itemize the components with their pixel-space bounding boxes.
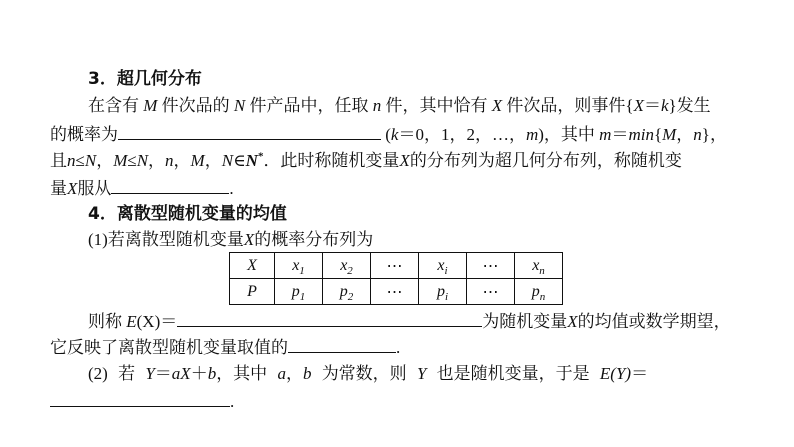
table-row (230, 279, 563, 305)
section-number: 4 (88, 204, 100, 224)
table-row (230, 253, 563, 279)
table-cell: X (230, 253, 275, 279)
answer-blank[interactable] (288, 336, 396, 353)
paragraph-line: 则称 E(X)＝ 为随机变量X的均值或数学期望， (88, 312, 731, 331)
section-4-heading: 4．离散型随机变量的均值 (88, 204, 287, 224)
table-cell: ⋯ (371, 253, 419, 279)
table-cell: $p_1$ (275, 279, 323, 305)
table-cell: ⋯ (371, 279, 419, 305)
table-cell: ⋯ (467, 279, 515, 305)
table-cell: $x_n$ (515, 253, 563, 279)
table-cell: $p_i$ (419, 279, 467, 305)
distribution-table (229, 252, 563, 305)
paragraph-line: (2) 若 Y＝aX＋b，其中 a，b 为常数，则 Y 也是随机变量，于是 E(Y)＝ (88, 364, 649, 383)
answer-blank[interactable] (50, 390, 230, 407)
paragraph-line: (1)若离散型随机变量X的概率分布列为 (88, 230, 374, 249)
section-title: 离散型随机变量的均值 (116, 204, 287, 224)
paragraph-line: 在含有 M 件次品的 N 件产品中，任取 n 件，其中恰有 X 件次品，则事件{X＝k}发生 (88, 96, 711, 115)
table-cell: $p_n$ (515, 279, 563, 305)
section-3-heading: 3．超几何分布 (88, 69, 202, 89)
table-cell: $x_1$ (275, 253, 323, 279)
paragraph-line: 它反映了离散型随机变量取值的 . (50, 338, 401, 357)
paragraph-line: 的概率为 (k＝0，1，2，…，m)，其中 m＝min{M，n}， (50, 125, 727, 144)
paragraph-line: . (50, 390, 234, 413)
section-title: 超几何分布 (116, 69, 202, 89)
table-cell: $x_2$ (323, 253, 371, 279)
answer-blank[interactable] (177, 310, 482, 327)
table-cell: $x_i$ (419, 253, 467, 279)
answer-blank[interactable] (118, 123, 381, 140)
table-cell: ⋯ (467, 253, 515, 279)
table-cell: $p_2$ (323, 279, 371, 305)
paragraph-line: 量X服从 . (50, 179, 234, 198)
section-number: 3 (88, 69, 100, 89)
table-cell: P (230, 279, 275, 305)
answer-blank[interactable] (111, 177, 229, 194)
paragraph-line: 且n≤N，M≤N，n，M，N∈N*．此时称随机变量X的分布列为超几何分布列，称随机变 (50, 150, 682, 170)
